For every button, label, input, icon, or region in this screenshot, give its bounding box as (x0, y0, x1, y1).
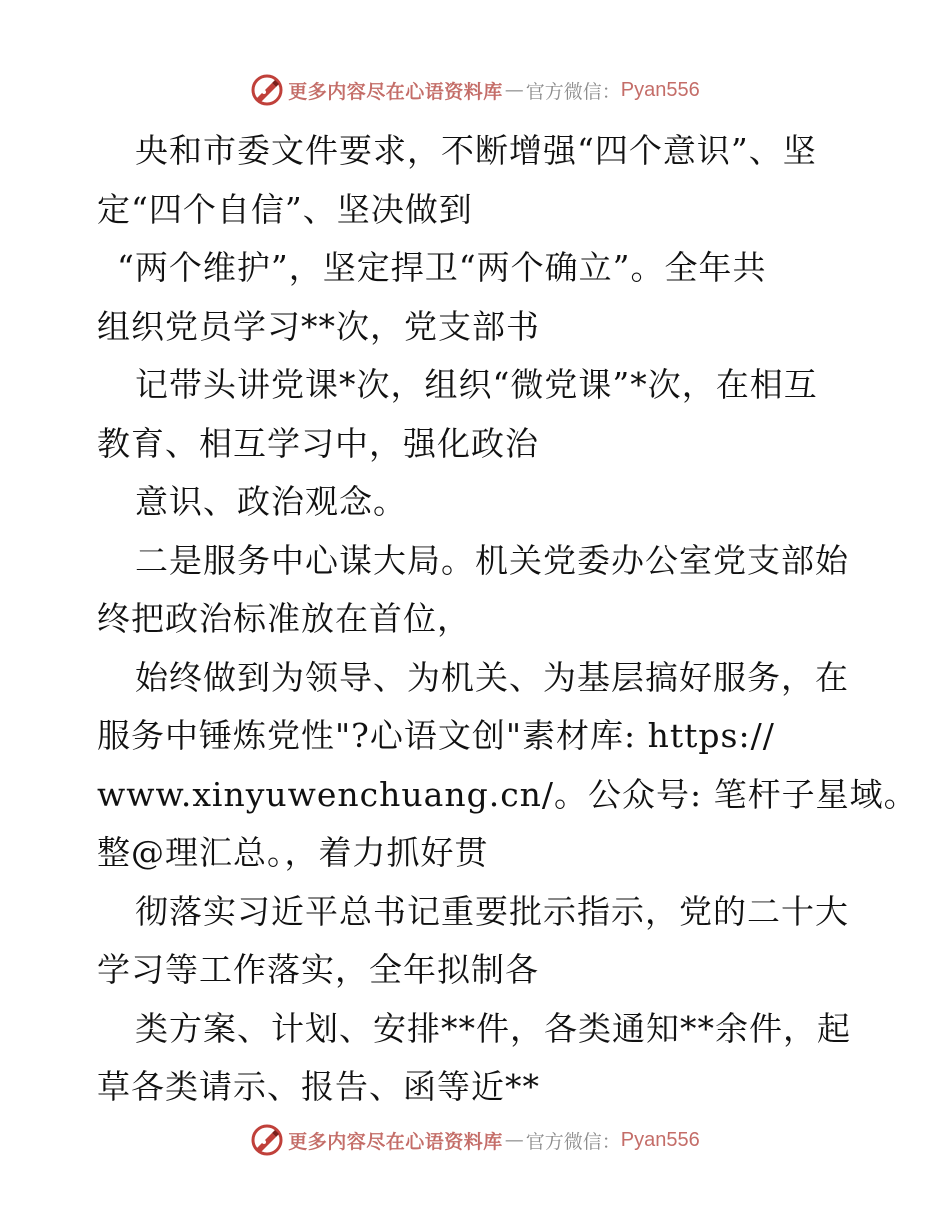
header-watermark (0, 70, 950, 110)
text-line: 草各类请示、报告、函等近** (97, 1067, 540, 1106)
footer-watermark (0, 1120, 950, 1160)
text-line: 记带头讲党课*次，组织“微党课”*次，在相互 (135, 365, 818, 404)
document-body (97, 122, 918, 1117)
text-line: 定“四个自信”、坚决做到 (97, 189, 473, 229)
text-line: 二是服务中心谋大局。机关党委办公室党支部始 (135, 540, 849, 580)
brand-logo-icon (250, 1123, 284, 1157)
watermark-main-text: 更多内容尽在心语资料库 (288, 1130, 503, 1153)
text-line: 类方案、计划、安排**件，各类通知**余件，起 (135, 1008, 851, 1048)
text-line: 终把政治标准放在首位， (97, 599, 471, 638)
text-line: 彻落实习近平总书记重要批示指示，党的二十大 (135, 891, 849, 931)
text-line: “两个维护”，坚定捍卫“两个确立”。全年共 (117, 248, 767, 287)
watermark-sub-text: 官方微信： (525, 1130, 621, 1153)
text-line: 始终做到为领导、为机关、为基层搞好服务，在 (135, 657, 849, 697)
text-line: 组织党员学习**次，党支部书 (97, 306, 540, 346)
text-line: www.xinyuwenchuang.cn/。公众号: 笔杆子星域。 (97, 774, 918, 814)
text-line: 服务中锤炼党性"?心语文创"素材库: https:// (97, 716, 775, 755)
watermark-separator: — (504, 1129, 524, 1151)
watermark-id: Pyan556 (620, 78, 700, 101)
watermark-main-text: 更多内容尽在心语资料库 (288, 80, 503, 103)
text-line: 意识、政治观念。 (135, 482, 407, 521)
text-line: 整@理汇总。，着力抓好贯 (97, 833, 489, 872)
brand-logo-icon (250, 73, 284, 107)
text-line: 学习等工作落实，全年拟制各 (97, 950, 539, 989)
watermark-id: Pyan556 (620, 1128, 700, 1151)
watermark-separator: — (504, 79, 524, 101)
watermark-sub-text: 官方微信： (525, 80, 621, 103)
text-line: 教育、相互学习中，强化政治 (97, 423, 539, 463)
text-line: 央和市委文件要求，不断增强“四个意识”、坚 (135, 131, 817, 170)
